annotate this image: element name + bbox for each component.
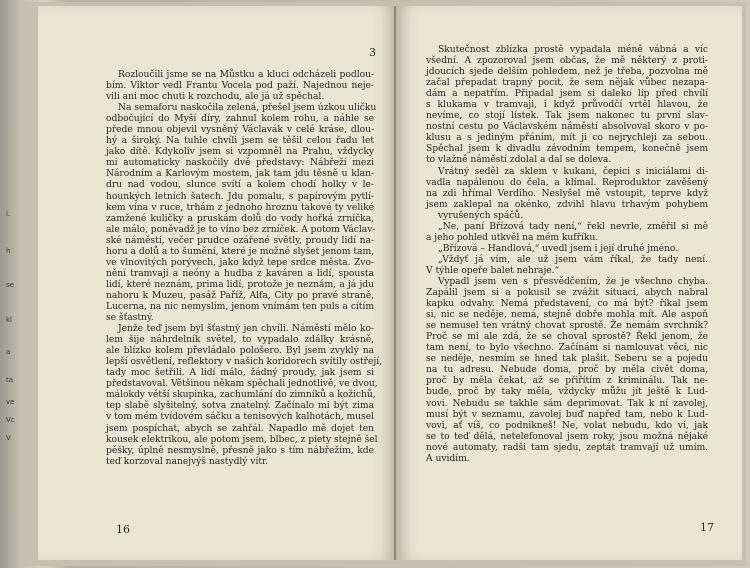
text-line: nostní cestu po Václavském náměstí absolvoval skoro v po- — [426, 121, 708, 133]
text-line: představoval. Většinou někam spěchali jednotlivě, ve dvou, — [106, 378, 378, 390]
text-line: Vrátný seděl za sklem v kukani, čepici s iniciálami di- — [438, 165, 708, 177]
text-line: Rozloučili jsme se na Můstku a kluci odcházeli podlou- — [118, 69, 374, 80]
text-line: ské náměstí, večer prudce ozářené světly, proudy lidí na- — [106, 234, 374, 246]
text-line: jsem zaklepal na okénko, zdvihl hlavu trhavým pohybem — [426, 198, 708, 210]
text-line: „Břízová – Handlová,“ uvedl jsem i její druhé jméno. — [438, 242, 679, 254]
text-line: se šťastný. — [106, 312, 154, 324]
text-line: „Ne, paní Břízová tady není,“ řekl nevrle, změřil si mě — [438, 220, 708, 232]
text-line: horu a dolů a to šumění, které je možné slyšet jenom tam, — [106, 245, 374, 257]
text-line: dám a nepatřím. Připadal jsem si daleko líp před chvílí — [426, 88, 708, 100]
text-line: ale málo, poněvadž je to víno bez zrníček. A potom Václav- — [106, 223, 376, 235]
text-line: A uvidím. — [426, 452, 470, 464]
text-line: proč by měla čekat, až se přiřítím z kriminálu. Tak ne- — [426, 375, 708, 387]
text-line: odbočující do Myší díry, zahnul kolem rohu, a náhle se — [106, 113, 374, 125]
text-line: „Vždyť já vím, ale už jsem vám říkal, že tady není. — [438, 253, 708, 265]
open-book — [22, 2, 746, 566]
page-number-right: 17 — [700, 521, 714, 534]
edge-mark: ve — [6, 398, 15, 406]
edge-mark: kl — [6, 316, 12, 324]
text-line: jsem pospíchat, abych se zahřál. Napadlo mě dojet ten — [106, 422, 374, 434]
text-line: Proč se mi ale zdá, že se choval sprostě? Řekl jenom, že — [426, 331, 708, 343]
text-line: vyrušených spáčů. — [438, 209, 524, 221]
text-line: mi automaticky naskočily dvě představy: Nábřeží mezi — [106, 157, 374, 169]
text-line: tady moc šetřili. A lidí málo, žádný proudy, jak jsem si — [106, 367, 374, 379]
text-line: kem vína v ruce, trhám z jednoho hroznu takové ty veliké — [106, 201, 374, 213]
text-line: si, nic se neděje, nemá, stejně dobře mohla mít. Ale aspoň — [426, 309, 708, 321]
text-line: začal přepadat trapný pocit, že sem nějak vůbec nezapa- — [426, 77, 708, 89]
text-line: jdoucích sjede delším pohledem, než je třeba, pozvolna mě — [426, 66, 708, 78]
right-page — [396, 6, 742, 560]
text-line: nové automaty, radši tam sjedu, zeptát tramvají už umím. — [426, 441, 708, 453]
text-line: Jenže teď jsem byl šťastný jen chvíli. Náměstí mělo ko- — [118, 323, 374, 335]
text-line: pěšky, úplně nesmyslně, přesně jako s tím nábřežím, kde — [106, 444, 374, 456]
right-page-text — [426, 44, 708, 464]
chapter-number: 3 — [369, 46, 376, 59]
text-line: to vlažně náměstí zdolal a dal se doleva. — [426, 154, 612, 166]
text-line: vovi, ať víš, co podnikneš! Ne, volat nebudu, kdo ví, jak — [426, 419, 708, 431]
text-line: Zapálil jsem si a pokusil se zvážit situaci, abych nabral — [426, 287, 708, 299]
text-line: bude, proč by taky měla, vždycky můžu jít ještě k Lud- — [426, 386, 708, 398]
text-line: teď korzoval nanejvýš nastydlý vítr. — [106, 455, 269, 467]
text-line: lepší osvětlení, reflektory v našich koridorech svítily ostřejí, — [106, 356, 382, 368]
text-line: Spěchal jsem k divadlu závodním tempem, konečně jsem — [426, 143, 708, 155]
left-page — [38, 6, 396, 560]
text-line: kapku odvahy. Nemá představení, co má být? říkal jsem — [426, 298, 708, 310]
text-line: lidí, které neznám, prima lidí, protože je neznám, a já jdu — [106, 278, 374, 290]
text-line: s klukama v tramvaji, i když průvodčí vrtěl hlavou, že — [426, 99, 708, 111]
text-line: Skutečnost zblízka prostě vypadala méně vábná a víc — [438, 44, 708, 55]
text-line: jako dítě. Kdykoliv jsem si vzpomněl na Prahu, vždycky — [106, 146, 374, 158]
page-number-left: 16 — [116, 523, 130, 536]
edge-mark: a — [6, 348, 11, 356]
text-line: Národním a Karlovým mostem, jak tam jdu těsně u klan- — [106, 168, 374, 180]
text-line: nění tramvají a neóny a hudba z kaváren a lidí, spousta — [106, 267, 374, 279]
edge-mark: i. — [6, 210, 11, 218]
left-page-text — [106, 69, 382, 467]
text-line: se to teď dělá, netelefonoval jsem roky, jsou možná nějaké — [426, 430, 708, 442]
text-line: přede mnou objevil vysněný Václavák v celé kráse, dlou- — [106, 124, 374, 136]
text-line: na tu adresu. Nebude doma, proč by měla civět doma, — [426, 364, 708, 376]
text-line: vadla napálenou do čela, a klímal. Reproduktor zavěšený — [426, 176, 708, 188]
edge-mark: V — [6, 434, 11, 442]
text-line: bím. Viktor vedl Frantu Vocela pod paží. Najednou neje- — [106, 80, 374, 92]
text-line: v tom mém tvídovém sáčku a tenisových kalhotách, musel — [106, 411, 374, 423]
previous-pages-edge — [0, 0, 22, 568]
text-line: nahoru k Muzeu, pasáž Paříž, Alfa, City po pravé straně, — [106, 289, 374, 301]
text-line: tep slabě slyšitelný, sotva znatelný. Začínalo mi být zima — [106, 400, 374, 412]
edge-mark: h — [6, 247, 11, 255]
text-line: klusu a s jediným přáním, mít ji co nejrychleji za sebou. — [426, 132, 708, 144]
text-line: lem šije náhrdelník světel, to vypadalo zdálky krásně, — [106, 334, 374, 346]
text-line: hý a široký. Na tuhle chvíli jsem se těšil celou řadu let — [106, 135, 374, 147]
text-line: nevíme, co stojí lístek. Tak jsem nakonec tu první slav- — [426, 110, 708, 122]
text-line: vovi. Nebudu se takhle sám deprimovat. Tak k ní zavolej, — [426, 397, 708, 409]
text-line: Vypadl jsem ven s přesvědčením, že je všechno chyba. — [438, 275, 708, 287]
edge-mark: ta — [6, 376, 14, 384]
text-line: Lucerna, na nic nemyslím, jenom vnímám ten puls a cítím — [106, 300, 374, 312]
text-line: ale blízko kolem převládalo pološero. Byl jsem zvyklý na — [106, 345, 374, 357]
text-line: kousek elektrikou, ale potom jsem, blbec, z piety stejně šel — [106, 433, 378, 445]
text-line: zamžené kuličky a pruskám dolů do vody hořká zrníčka, — [106, 212, 374, 224]
edge-mark: se — [6, 281, 14, 289]
text-line: ve vlnovitých porývech, jako když tepe srdce města. Zvo- — [106, 256, 374, 268]
text-line: dru nad vodou, slunce svítí a kolem chodí holky v le- — [106, 179, 374, 191]
text-line: se neděje, nesmím se hned tak plašit. Seberu se a pojedu — [426, 353, 708, 365]
text-line: V týhle opeře balet nehraje.“ — [426, 264, 560, 276]
text-line: tam není, to bylo všechno. Začínám si namlouvat věci, nic — [426, 342, 708, 354]
text-line: hounkých letních šatech. Jdu pomalu, s papírovým pytlí- — [106, 190, 374, 202]
text-line: se nemusel ten vrátný chovat sprostě. Že nemám svrchník? — [426, 320, 708, 332]
text-line: a jeho pohled utkvěl na mém kufříku. — [426, 231, 599, 243]
text-line: všední. A zpozoroval jsem občas, že mě některý z proti- — [426, 55, 708, 67]
text-line: Na semaforu naskočila zelená, přešel jsem úzkou uličku — [118, 102, 377, 114]
text-line: málokdy větší skupinka, zachumlání do zimníků a kožichů, — [106, 389, 376, 401]
edge-mark: Vc — [6, 416, 15, 424]
text-line: musí být v seznamu, zavolej buď napřed tam, nebo k Lud- — [426, 408, 708, 420]
text-line: na zdi hřímal Verdiho. Neslyšel mě vstoupit, teprve když — [426, 187, 708, 199]
text-line: vili ani moc chuti k rozchodu, ale já už spěchal. — [106, 91, 325, 103]
